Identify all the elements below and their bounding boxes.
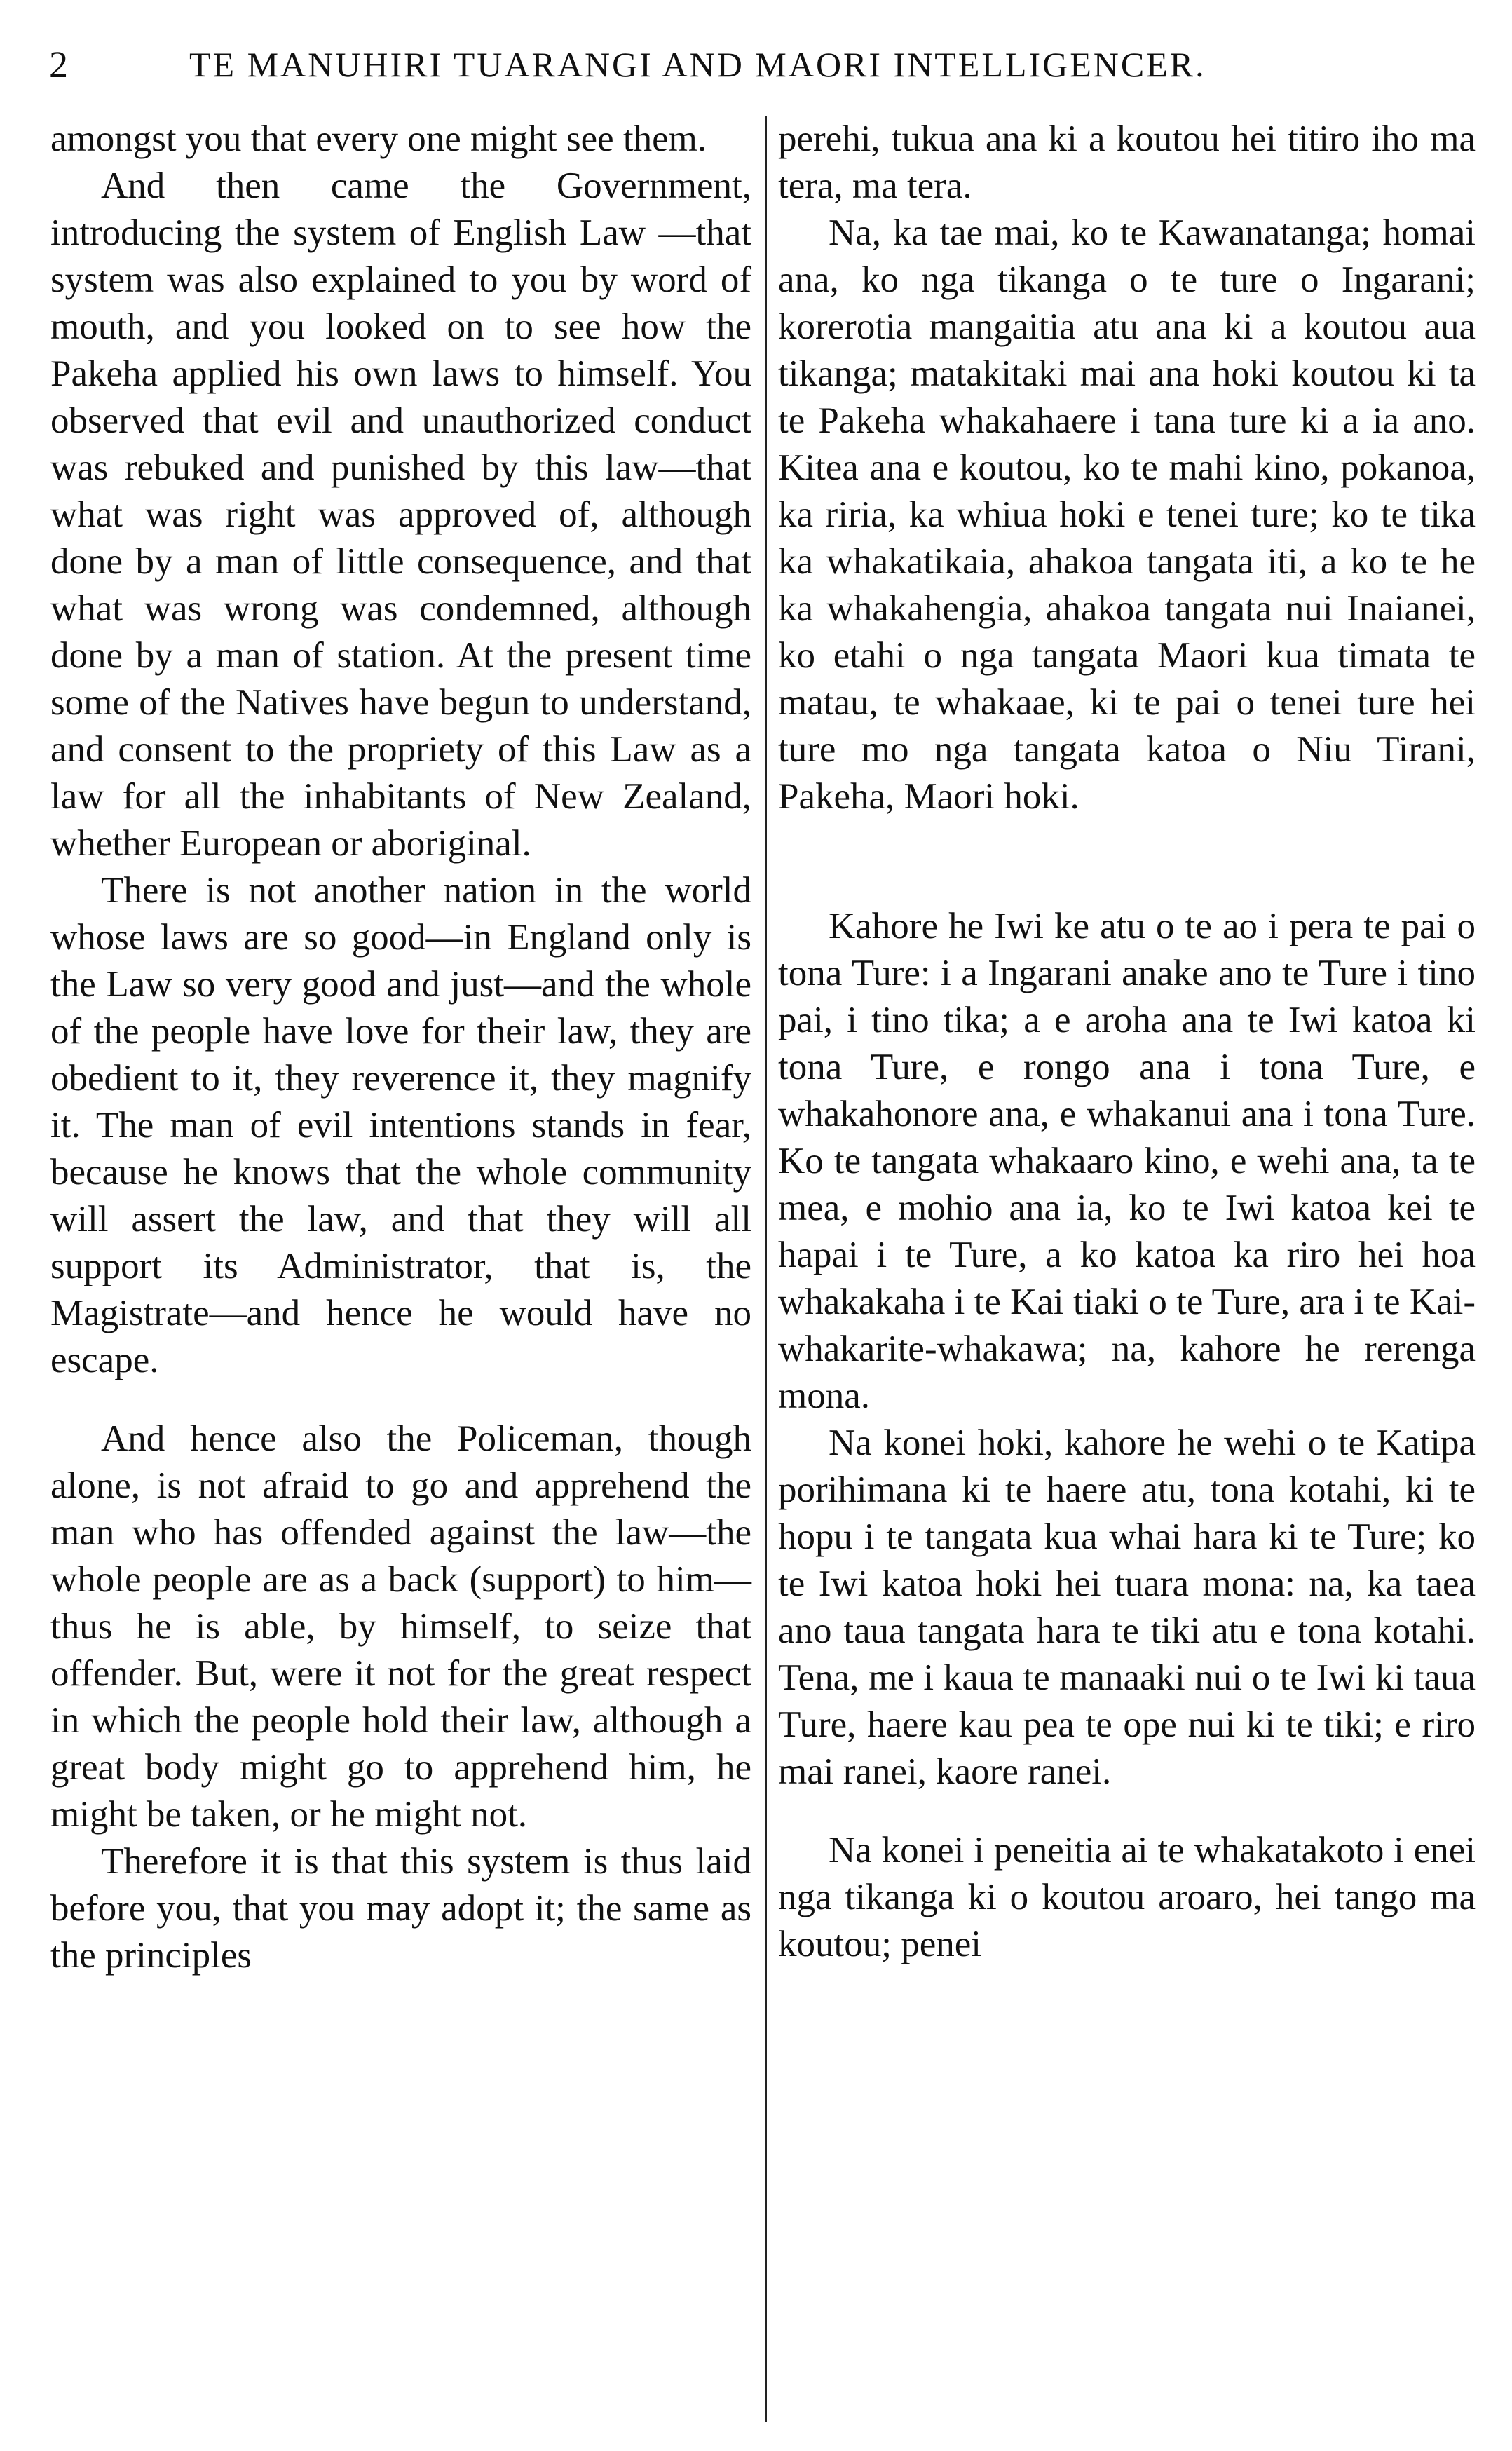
- maori-paragraph: perehi, tukua ana ki a koutou hei titiro iho ma tera, ma tera.: [778, 118, 1476, 206]
- page-number: 2: [49, 43, 68, 86]
- running-title: TE MANUHIRI TUARANGI AND MAORI INTELLIGENCER.: [189, 45, 1206, 84]
- column-divider: [765, 116, 767, 2422]
- maori-paragraph: Na konei hoki, kahore he wehi o te Katipa porihimana ki te haere atu, tona kotahi, ki te hopu i te tangata kua whai hara ki te Ture; ko te Iwi katoa hoki hei tuara mona: na, ka taea ano taua tangata hara te tiki atu e tona kotahi. Tena, me i kaua te manaaki nui o te Iwi ki taua Ture, haere kau pea te ope nui ki te tiki; e riro mai ranei, kaore ranei.: [778, 1423, 1476, 1792]
- english-paragraph: And hence also the Policeman, though alone, is not afraid to go and apprehend the man who has offended against the law—the whole people are as a back (support) to him—thus he is able, by himself, to seize that offender. But, were it not for the great respect in which the people hold their law, although a great body might go to apprehend him, he might be taken, or he might not.: [50, 1418, 751, 1835]
- english-paragraph: And then came the Government, introducing the system of English Law —that system was also explained to you by word of mouth, and you looked on to see how the Pakeha applied his own laws to himself. You observed that evil and unauthorized conduct was rebuked and punished by this law—that what was right was approved of, although done by a man of little consequence, and that what was wrong was condemned, although done by a man of station. At the present time some of the Natives have begun to understand, and consent to the propriety of this Law as a law for all the inhabitants of New Zealand, whether European or aboriginal.: [50, 165, 751, 864]
- english-paragraph: amongst you that every one might see them.: [50, 118, 707, 159]
- maori-paragraph: Kahore he Iwi ke atu o te ao i pera te pai o tona Ture: i a Ingarani anake ano te Ture i tino pai, i tino tika; a e aroha ana te Iwi katoa ki tona Ture, e rongo ana i tona Ture, e whakahonore ana, e whakanui ana i tona Ture. Ko te tangata whakaaro kino, e wehi ana, ta te mea, e mohio ana ia, ko te Iwi katoa kei te hapai i te Ture, a ko katoa ka riro hei hoa whakakaha i te Kai tiaki o te Ture, ara i te Kai-whakarite-whakawa; na, kahore he rerenga mona.: [778, 906, 1476, 1416]
- maori-paragraph: Na, ka tae mai, ko te Kawanatanga; homai ana, ko nga tikanga o te ture o Ingarani; korerotia mangaitia atu ana ki a koutou aua tikanga; matakitaki mai ana hoki koutou ki ta te Pakeha whakahaere i tana ture ki a ia ano. Kitea ana e koutou, ko te mahi kino, pokanoa, ka riria, ka whiua hoki e tenei ture; ko te tika ka whakatikaia, ahakoa tangata iti, a ko te he ka whakahengia, ahakoa tangata nui Inaianei, ko etahi o nga tangata Maori kua timata te matau, te whakaae, ki te pai o tenei ture hei ture mo nga tangata katoa o Niu Tirani, Pakeha, Maori hoki.: [778, 212, 1476, 817]
- english-paragraph: Therefore it is that this system is thus laid before you, that you may adopt it; the same as the principles: [50, 1841, 751, 1976]
- english-paragraph: There is not another nation in the world whose laws are so good—in England only is the Law so very good and just—and the whole of the people have love for their law, they are obedient to it, they reverence it, they magnify it. The man of evil intentions stands in fear, because he knows that the whole community will assert the law, and that they will all support its Administrator, that is, the Magistrate—and hence he would have no escape.: [50, 870, 751, 1380]
- page-header: [49, 36, 1465, 93]
- maori-column: [778, 116, 1476, 2429]
- english-column: [50, 116, 751, 2429]
- maori-paragraph: Na konei i peneitia ai te whakatakoto i enei nga tikanga ki o koutou aroaro, hei tango ma koutou; penei: [778, 1830, 1476, 1964]
